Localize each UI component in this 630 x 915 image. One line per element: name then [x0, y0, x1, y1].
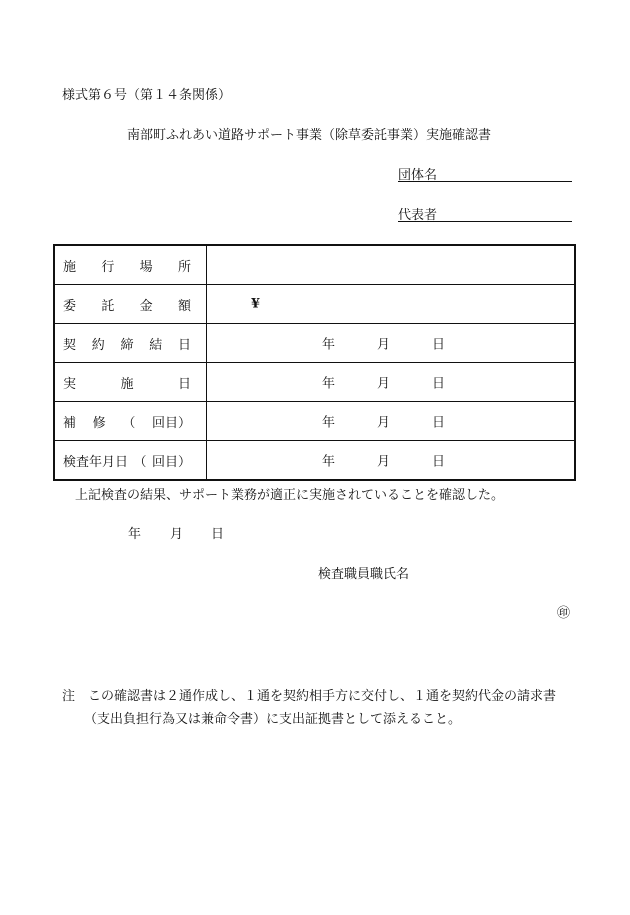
label-char: 検査年月日 [63, 454, 129, 470]
table-row [54, 285, 575, 324]
sign-day-label: 日 [211, 527, 225, 542]
label-char: 所 [177, 259, 191, 275]
label-char: 結 [149, 337, 163, 353]
day-label: 日 [432, 337, 446, 353]
year-label: 年 [322, 337, 336, 353]
document-title: 南部町ふれあい道路サポート事業（除草委託事業）実施確認書 [127, 128, 492, 143]
implementation-date-cell[interactable] [207, 363, 576, 402]
month-label: 月 [377, 415, 391, 431]
seal-icon: ㊞ [557, 606, 571, 621]
label-char: 額 [177, 298, 191, 314]
confirmation-text: 上記検査の結果、サポート業務が適正に実施されていることを確認した。 [75, 488, 505, 503]
year-label: 年 [322, 415, 336, 431]
location-value-cell[interactable] [207, 245, 576, 285]
table-row [54, 363, 575, 402]
contract-date-cell[interactable] [207, 324, 576, 363]
day-label: 日 [432, 415, 446, 431]
row-label-contract-date [54, 324, 207, 363]
note-line-1: 注 この確認書は２通作成し、１通を契約相手方に交付し、１通を契約代金の請求書 [62, 689, 557, 704]
row-label-location [54, 245, 207, 285]
label-char: 締 [120, 337, 134, 353]
label-char: 金 [139, 298, 153, 314]
year-label: 年 [322, 376, 336, 392]
label-char: 施 [120, 376, 134, 392]
label-char: （ [122, 415, 136, 431]
label-char: （ [133, 454, 147, 470]
year-label: 年 [322, 454, 336, 470]
table-row [54, 402, 575, 441]
sign-date[interactable] [0, 523, 300, 543]
row-label-implementation-date [54, 363, 207, 402]
table-row [54, 441, 575, 481]
sign-year-label: 年 [128, 527, 142, 542]
label-char: 補 [63, 415, 77, 431]
amount-value-cell[interactable] [207, 285, 576, 324]
day-label: 日 [432, 376, 446, 392]
label-char: 場 [139, 259, 153, 275]
repair-date-cell[interactable] [207, 402, 576, 441]
organization-name-field[interactable] [398, 164, 572, 182]
representative-label: 代表者 [398, 208, 438, 223]
row-label-inspection-date [54, 441, 207, 481]
sign-month-label: 月 [170, 527, 184, 542]
month-label: 月 [377, 376, 391, 392]
label-char: 行 [101, 259, 115, 275]
inspection-date-cell[interactable] [207, 441, 576, 481]
note [62, 685, 556, 731]
label-char: 日 [177, 376, 191, 392]
label-char: 実 [63, 376, 77, 392]
label-char: 託 [101, 298, 115, 314]
note-line-2: （支出負担行為又は兼命令書）に支出証拠書として添えること。 [84, 712, 462, 727]
table-row [54, 324, 575, 363]
row-label-repair [54, 402, 207, 441]
record-table [53, 244, 576, 481]
representative-field[interactable] [398, 204, 572, 222]
label-char: 回目） [151, 415, 191, 431]
day-label: 日 [432, 454, 446, 470]
inspector-name-label: 検査職員職氏名 [318, 567, 410, 582]
label-char: 修 [92, 415, 106, 431]
form-number: 様式第６号（第１４条関係） [62, 88, 232, 103]
label-char: 日 [177, 337, 191, 353]
organization-name-label: 団体名 [398, 168, 438, 183]
label-char: 回目） [151, 454, 191, 470]
label-char: 約 [91, 337, 105, 353]
yen-symbol: ¥ [251, 296, 261, 312]
month-label: 月 [377, 337, 391, 353]
row-label-amount [54, 285, 207, 324]
label-char: 委 [63, 298, 77, 314]
label-char: 施 [63, 259, 77, 275]
label-char: 契 [63, 337, 77, 353]
month-label: 月 [377, 454, 391, 470]
table-row [54, 245, 575, 285]
